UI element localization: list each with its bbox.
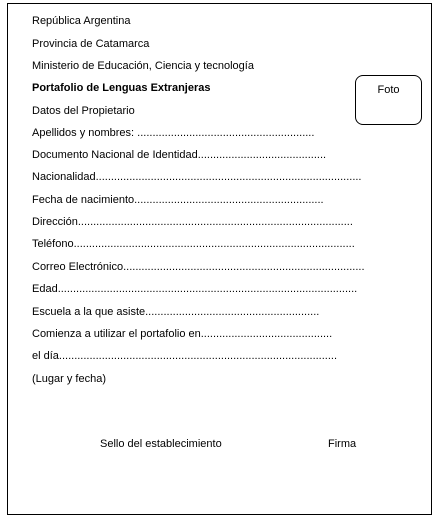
stamp-label: Sello del establecimiento bbox=[100, 438, 222, 450]
ministry-text: Ministerio de Educación, Ciencia y tecnología bbox=[32, 60, 254, 72]
field-nationality: Nacionalidad....................................................................................... bbox=[32, 171, 362, 183]
section-title: Datos del Propietario bbox=[32, 105, 135, 117]
field-email: Correo Electrónico............................................................................... bbox=[32, 261, 365, 273]
document-title: Portafolio de Lenguas Extranjeras bbox=[32, 82, 211, 94]
field-place-date: (Lugar y fecha) bbox=[32, 373, 106, 385]
field-address: Dirección.......................................................................................... bbox=[32, 216, 353, 228]
province-text: Provincia de Catamarca bbox=[32, 38, 150, 50]
photo-box bbox=[355, 75, 422, 125]
photo-label: Foto bbox=[377, 84, 400, 96]
signature-label: Firma bbox=[328, 438, 357, 450]
field-birth-date: Fecha de nacimiento.............................................................. bbox=[32, 194, 324, 206]
field-date: el día........................................................................................... bbox=[32, 350, 338, 362]
field-phone: Teléfono............................................................................................ bbox=[32, 238, 355, 250]
field-national-id: Documento Nacional de Identidad.......................................... bbox=[32, 149, 327, 161]
field-school: Escuela a la que asiste......................................................... bbox=[32, 306, 320, 318]
field-age: Edad.................................................................................................. bbox=[32, 283, 358, 295]
country-text: República Argentina bbox=[32, 15, 131, 27]
field-full-name: Apellidos y nombres: .......................................................... bbox=[32, 127, 315, 139]
field-start-portfolio: Comienza a utilizar el portafolio en........................................... bbox=[32, 328, 333, 340]
